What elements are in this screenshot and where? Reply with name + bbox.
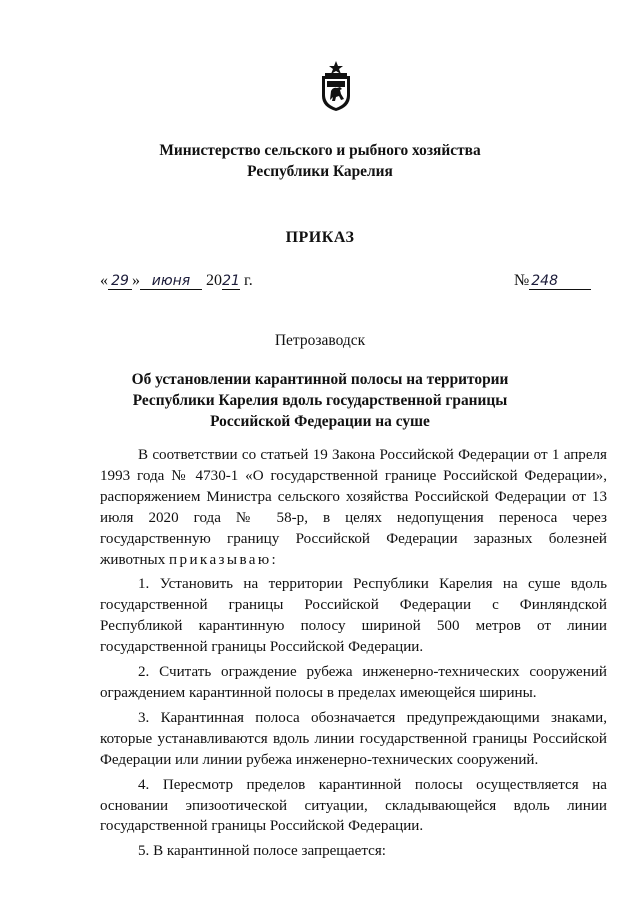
order-number: [514, 272, 591, 290]
intro-paragraph: [100, 445, 607, 570]
item-1: 1. Установить на территории Республики Карелия на суше вдоль государственной границы Российской Федерации с Финляндской Республикой карантинную полосу шириной 500 метров от линии государственной границы Российской Федерации.: [100, 576, 607, 656]
intro-text: В соответствии со статьей 19 Закона Российской Федерации от 1 апреля 1993 года № 4730-1 «О государственной границе Российской Федерации», распоряжением Министра сельского хозяйства Российской Федерации от 13 июля 2020 года № 58-р, в целях недопущения переноса через государственную границу Российской Федерации заразных болезней животных: [100, 447, 607, 568]
item-5: 5. В карантинной полосе запрещается:: [138, 843, 386, 860]
date-year-unit: г.: [244, 272, 253, 289]
date-open-quote: «: [100, 272, 108, 289]
date-year-suffix: 21: [222, 273, 240, 289]
date-close-quote: »: [132, 272, 140, 289]
subject-line3: Российской Федерации на суше: [210, 413, 430, 430]
order-date: [100, 272, 253, 290]
number-value: 248: [529, 274, 591, 290]
item-2: 2. Считать ограждение рубежа инженерно-технических сооружений ограждением карантинной полосы в пределах имеющейся ширины.: [100, 664, 607, 701]
item-4: 4. Пересмотр пределов карантинной полосы осуществляется на основании эпизоотической ситуации, складывающейся вдоль линии государственной границы Российской Федерации.: [100, 776, 607, 835]
subject-line1: Об установлении карантинной полосы на территории: [131, 371, 509, 388]
document-subject: [0, 369, 640, 432]
document-body: [100, 445, 607, 862]
ministry-name: [0, 140, 640, 182]
number-sign: №: [514, 272, 530, 289]
order-colon: :: [271, 551, 276, 568]
ministry-name-line1: Министерство сельского и рыбного хозяйства: [159, 142, 481, 159]
coat-of-arms-icon: [316, 60, 356, 112]
document-title: ПРИКАЗ: [285, 229, 355, 246]
ministry-name-line2: Республики Карелия: [247, 163, 393, 180]
order-word: приказываю: [169, 551, 272, 568]
date-day: 29: [108, 274, 132, 290]
subject-line2: Республики Карелия вдоль государственной границы: [132, 392, 508, 409]
date-year-prefix: 20: [206, 272, 222, 289]
item-3: 3. Карантинная полоса обозначается предупреждающими знаками, которые устанавливаются вдоль линии государственной границы Российской Федерации или линии рубежа инженерно-технических сооружений.: [100, 709, 607, 768]
date-month: июня: [140, 274, 202, 290]
city: Петрозаводск: [274, 332, 366, 349]
